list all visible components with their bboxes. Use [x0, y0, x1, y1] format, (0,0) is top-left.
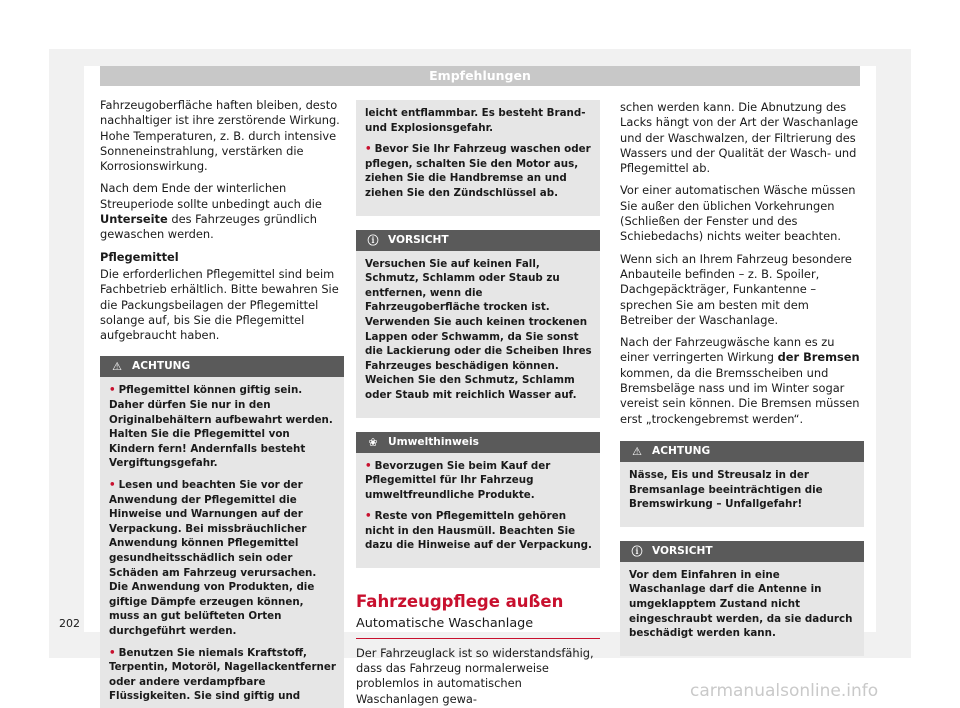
paragraph: Der Fahrzeuglack ist so widerstandsfähig, dass das Fahrzeug normalerweise problemlos in automatischen Waschanlagen gewa-: [356, 645, 594, 706]
list-item: • Bevor Sie Ihr Fahrzeug waschen oder pflegen, schalten Sie den Motor aus, ziehen Sie die Handbremse an und ziehen Sie den Zündschlüssel ab.: [365, 143, 591, 199]
paragraph: Nach der Fahrzeugwäsche kann es zu einer verringerten Wirkung der Bremsen kommen, da die Bremsscheiben und Bremsbeläge nass und im Winter sogar vereist sein können. Die Bremsen müssen erst „trockengebremst werden“.: [620, 335, 860, 426]
paragraph: Die erforderlichen Pflegemittel sind beim Fachbetrieb erhältlich. Bitte bewahren Sie die Packungsbeilagen der Pflegemittel solange auf, bis Sie die Pflegemittel aufgebraucht haben.: [100, 266, 339, 343]
bullet-icon: •: [365, 143, 372, 156]
page-header: Empfehlungen: [100, 66, 860, 86]
warning-box: [100, 356, 344, 708]
bullet-icon: •: [109, 479, 116, 492]
bullet-icon: •: [109, 646, 116, 659]
caution-circle-icon: ⓘ: [631, 544, 643, 558]
warning-triangle-icon: ⚠: [632, 444, 642, 458]
paragraph: Vor einer automatischen Wäsche müssen Sie außer den üblichen Vorkehrungen (Schließen der Fenster und des Schiebedachs) nichts weiter beachten.: [620, 183, 856, 244]
paragraph: Fahrzeugoberfläche haften bleiben, desto nachhaltiger ist ihre zerstörende Wirkung. Hohe Temperaturen, z. B. durch intensive Sonneneinstrahlung, verstärken die Korrosionswirkung.: [100, 98, 340, 174]
warning-box: [620, 441, 864, 527]
warning-continued-box: [356, 100, 600, 216]
warning-text: Nässe, Eis und Streusalz in der Bremsanlage beeinträchtigen die Bremswirkung – Unfallgefahr!: [629, 468, 823, 511]
caution-box: [620, 541, 864, 656]
list-item: • Benutzen Sie niemals Kraftstoff, Terpentin, Motoröl, Nagellackentferner oder andere verdampfbare Flüssigkeiten. Sie sind giftig und: [109, 646, 336, 703]
column-left: [100, 98, 344, 708]
caution-circle-icon: ⓘ: [367, 233, 379, 247]
bullet-icon: •: [365, 459, 372, 472]
list-item: • Reste von Pflegemitteln gehören nicht in den Hausmüll. Beachten Sie dazu die Hinweise auf der Verpackung.: [365, 510, 592, 552]
paragraph: Nach dem Ende der winterlichen Streuperiode sollte unbedingt auch die Unterseite des Fahrzeuges gründlich gewaschen werden.: [100, 181, 322, 242]
caution-text: Vor dem Einfahren in eine Waschanlage darf die Antenne in umgeklapptem Zustand nicht eingeschraubt werden, da sie dadurch beschädigt werden kann.: [629, 568, 853, 640]
list-item: • Pflegemittel können giftig sein. Daher dürfen Sie nur in den Originalbehältern aufbewahrt werden. Halten Sie die Pflegemittel von Kindern fern! Andernfalls besteht Vergiftungsgefahr.: [109, 384, 333, 470]
caution-text: Versuchen Sie auf keinen Fall, Schmutz, Schlamm oder Staub zu entfernen, wenn die Fahrzeugoberfläche trocken ist. Verwenden Sie auch keinen trockenen Lappen oder Schwamm, da Sie sonst die Lackierung oder die Scheiben Ihres Fahrzeuges beschädigen können. Weichen Sie den Schmutz, Schlamm oder Staub mit reichlich Wasser auf.: [365, 257, 592, 401]
subheading: Pflegemittel: [100, 249, 179, 264]
paragraph: Wenn sich an Ihrem Fahrzeug besondere Anbauteile befinden – z. B. Spoiler, Dachgepäckträger, Funkantenne – sprechen Sie am besten mit dem Betreiber der Waschanlage.: [620, 251, 852, 327]
environment-box: [356, 432, 600, 569]
environment-leaf-icon: ❀: [368, 435, 378, 449]
caution-header: ⓘ VORSICHT: [356, 230, 600, 251]
warning-body: [100, 377, 344, 708]
warning-header: ⚠ ACHTUNG: [100, 356, 344, 377]
continued-text: leicht entflammbar. Es besteht Brand- und Explosionsgefahr.: [365, 107, 586, 134]
page-number: 202: [59, 617, 80, 630]
section-title: Automatische Waschanlage: [356, 616, 600, 638]
paragraph: schen werden kann. Die Abnutzung des Lacks hängt von der Art der Waschanlage und der Waschwalzen, der Filtrierung des Wassers und der Qualität der Wasch- und Pflegemittel ab.: [620, 100, 859, 176]
chapter-title: Fahrzeugpflege außen: [356, 592, 564, 612]
list-item: • Bevorzugen Sie beim Kauf der Pflegemittel für Ihr Fahrzeug umweltfreundliche Produkte.: [365, 459, 551, 501]
caution-header: ⓘ VORSICHT: [620, 541, 864, 562]
warning-triangle-icon: ⚠: [112, 360, 122, 374]
column-right: [620, 100, 864, 656]
column-middle: [356, 100, 600, 708]
bullet-icon: •: [365, 510, 372, 523]
caution-box: [356, 230, 600, 418]
list-item: • Lesen und beachten Sie vor der Anwendung der Pflegemittel die Hinweise und Warnungen auf der Verpackung. Bei missbräuchlicher Anwendung können Pflegemittel gesundheitsschädlich sein oder Schäden am Fahrzeug verursachen. Die Anwendung von Produkten, die giftige Dämpfe erzeugen können, muss an gut belüfteten Orten durchgeführt werden.: [109, 479, 317, 637]
bullet-icon: •: [109, 384, 116, 397]
watermark: carmanualsonline.info: [690, 681, 879, 701]
warning-header: ⚠ ACHTUNG: [620, 441, 864, 462]
environment-header: ❀ Umwelthinweis: [356, 432, 600, 453]
